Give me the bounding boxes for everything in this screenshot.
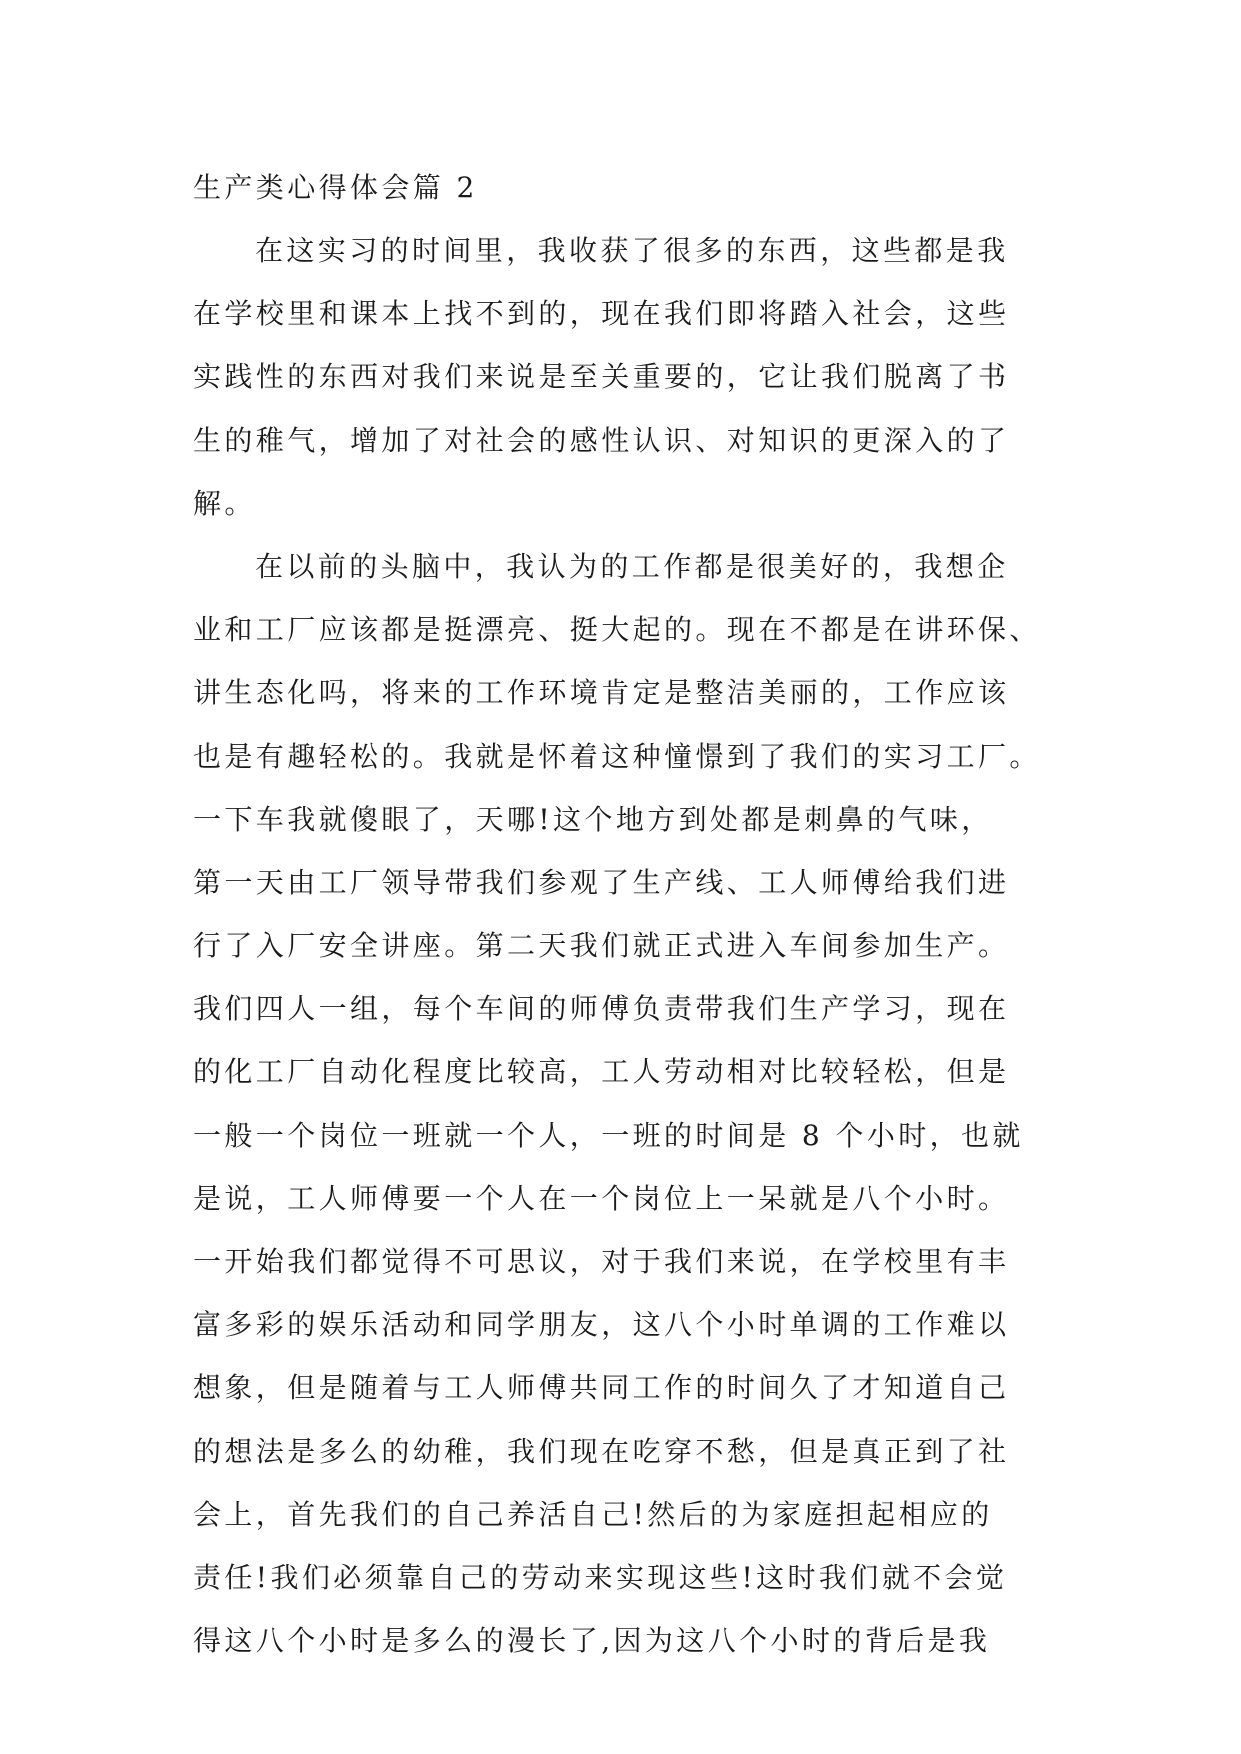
- text-line: 想象，但是随着与工人师傅共同工作的时间久了才知道自己: [193, 1371, 1010, 1405]
- text-line: 的想法是多么的幼稚，我们现在吃穿不愁，但是真正到了社: [193, 1434, 1010, 1468]
- document-body: [193, 156, 1073, 1672]
- text-line: 富多彩的娱乐活动和同学朋友，这八个小时单调的工作难以: [193, 1308, 1010, 1342]
- text-line: 讲生态化吗，将来的工作环境肯定是整洁美丽的，工作应该: [193, 676, 1010, 710]
- text-line: 得这八个小时是多么的漫长了,因为这八个小时的背后是我: [193, 1624, 991, 1658]
- text-line: 会上，首先我们的自己养活自己!然后的为家庭担起相应的: [193, 1497, 993, 1531]
- paragraph-2: [193, 535, 1073, 1672]
- text-line: 我们四人一组，每个车间的师傅负责带我们生产学习，现在: [193, 992, 1010, 1026]
- text-line: 第一天由工厂领导带我们参观了生产线、工人师傅给我们进: [193, 865, 1010, 899]
- text-line: 责任!我们必须靠自己的劳动来实现这些!这时我们就不会觉: [193, 1560, 1008, 1594]
- text-line: 也是有趣轻松的。我就是怀着这种憧憬到了我们的实习工厂。: [193, 739, 1041, 773]
- paragraph-1: [193, 219, 1073, 535]
- text-line: 在这实习的时间里，我收获了很多的东西，这些都是我: [255, 234, 1009, 267]
- text-line: 在学校里和课本上找不到的，现在我们即将踏入社会，这些: [193, 297, 1010, 331]
- text-line: 业和工厂应该都是挺漂亮、挺大起的。现在不都是在讲环保、: [193, 613, 1041, 647]
- text-line: 生的稚气，增加了对社会的感性认识、对知识的更深入的了: [193, 423, 1010, 457]
- text-line: 解。: [193, 486, 256, 520]
- text-line: 行了入厂安全讲座。第二天我们就正式进入车间参加生产。: [193, 929, 1010, 963]
- text-line: 的化工厂自动化程度比较高，工人劳动相对比较轻松，但是: [193, 1055, 1010, 1089]
- text-line: 实践性的东西对我们来说是至关重要的，它让我们脱离了书: [193, 360, 1010, 394]
- text-line: 一下车我就傻眼了，天哪!这个地方到处都是刺鼻的气味，: [193, 802, 993, 836]
- text-line: 在以前的头脑中，我认为的工作都是很美好的，我想企: [255, 549, 1009, 583]
- text-line: 一开始我们都觉得不可思议，对于我们来说，在学校里有丰: [193, 1245, 1010, 1278]
- text-line: 一般一个岗位一班就一个人，一班的时间是 8 个小时，也就: [193, 1118, 1024, 1152]
- text-line: 是说，工人师傅要一个人在一个岗位上一呆就是八个小时。: [193, 1181, 1010, 1215]
- document-title: 生产类心得体会篇 2: [193, 171, 478, 204]
